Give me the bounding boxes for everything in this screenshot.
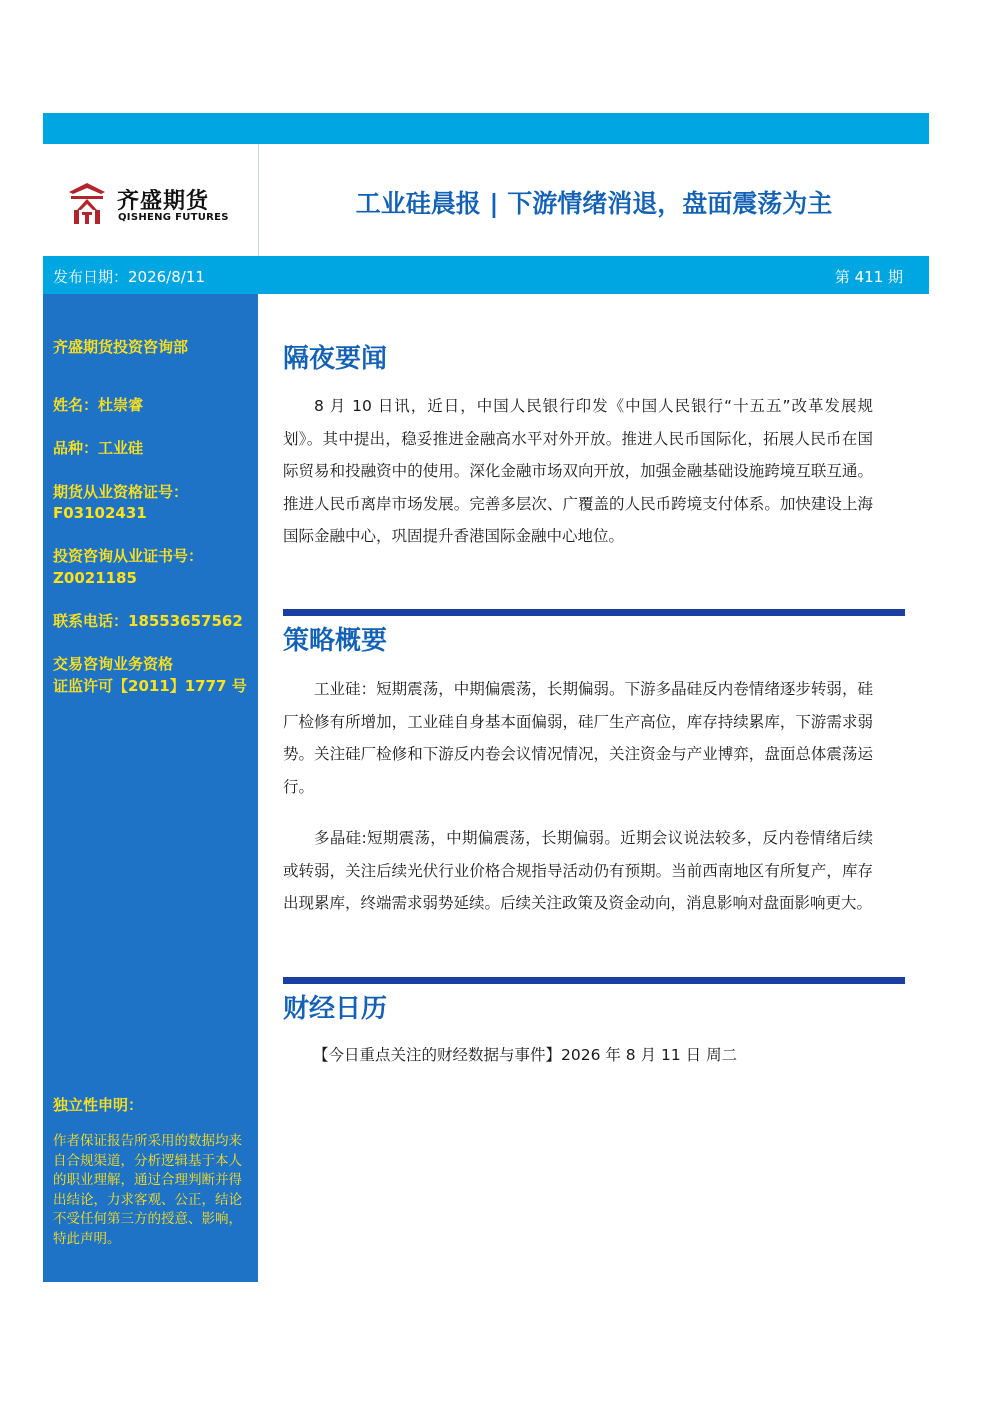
company-logo [43,144,258,256]
section-title-strategy: 策略概要 [283,626,388,656]
invest-cert-no: Z0021185 [53,569,137,587]
independence-title: 独立性申明： [53,1096,144,1114]
strategy-polysilicon: 多晶硅:短期震荡，中期偏震荡，长期偏弱。近期会议说法较多，反内卷情绪后续或转弱，关注后续光伏行业价格合规指导活动仍有预期。当前西南地区有所复产，库存出现累库，终端需求弱势延续。后续关注政策及资金动向，消息影响对盘面影响更大。 [283,829,873,912]
date-bar [43,256,929,294]
license-no: 证监许可【2011】1777 号 [53,677,247,695]
qisheng-logo-icon [65,180,109,226]
publish-date: 发布日期：2026/8/11 [53,268,205,286]
independence-text: 作者保证报告所采用的数据均来自合规渠道，分析逻辑基于本人的职业理解，通过合理判断并得出结论，力求客观、公正，结论不受任何第三方的授意、影响，特此声明。 [53,1133,242,1247]
company-name-cn: 齐盛期货 [117,189,210,214]
header-divider [258,144,259,256]
strategy-industrial-si: 工业硅：短期震荡，中期偏震荡，长期偏弱。下游多晶硅反内卷情绪逐步转弱，硅厂检修有所增加，工业硅自身基本面偏弱，硅厂生产高位，库存持续累库，下游需求弱势。关注硅厂检修和下游反内卷会议情况情况，关注资金与产业博弈，盘面总体震荡运行。 [283,680,873,796]
department: 齐盛期货投资咨询部 [53,338,189,356]
analyst-name: 姓名：杜崇睿 [53,396,144,414]
section-title-overnight: 隔夜要闻 [283,344,388,374]
futures-cert-label: 期货从业资格证号： [53,483,189,501]
analyst-sidebar [43,294,258,1282]
report-title: 工业硅晨报 | 下游情绪消退，盘面震荡为主 [355,189,833,218]
calendar-line: 【今日重点关注的财经数据与事件】2026 年 8 月 11 日 周二 [313,1046,738,1064]
section-divider [283,609,905,616]
contact-phone: 联系电话：18553657562 [53,612,243,630]
license-label: 交易咨询业务资格 [53,655,174,673]
company-name-en: QISHENG FUTURES [118,212,229,223]
top-banner [43,113,929,144]
section-title-calendar: 财经日历 [283,994,388,1024]
invest-cert-label: 投资咨询从业证书号： [53,547,204,565]
futures-cert-no: F03102431 [53,504,147,522]
overnight-news-paragraph: 8 月 10 日讯，近日，中国人民银行印发《中国人民银行“十五五”改革发展规划》。其中提出，稳妥推进金融高水平对外开放。推进人民币国际化，拓展人民币在国际贸易和投融资中的使用。深化金融市场双向开放，加强金融基础设施跨境互联互通。推进人民币离岸市场发展。完善多层次、广覆盖的人民币跨境支付体系。加快建设上海国际金融中心，巩固提升香港国际金融中心地位。 [283,397,873,545]
variety: 品种：工业硅 [53,439,144,457]
section-divider [283,977,905,984]
issue-number: 第 411 期 [834,268,903,286]
